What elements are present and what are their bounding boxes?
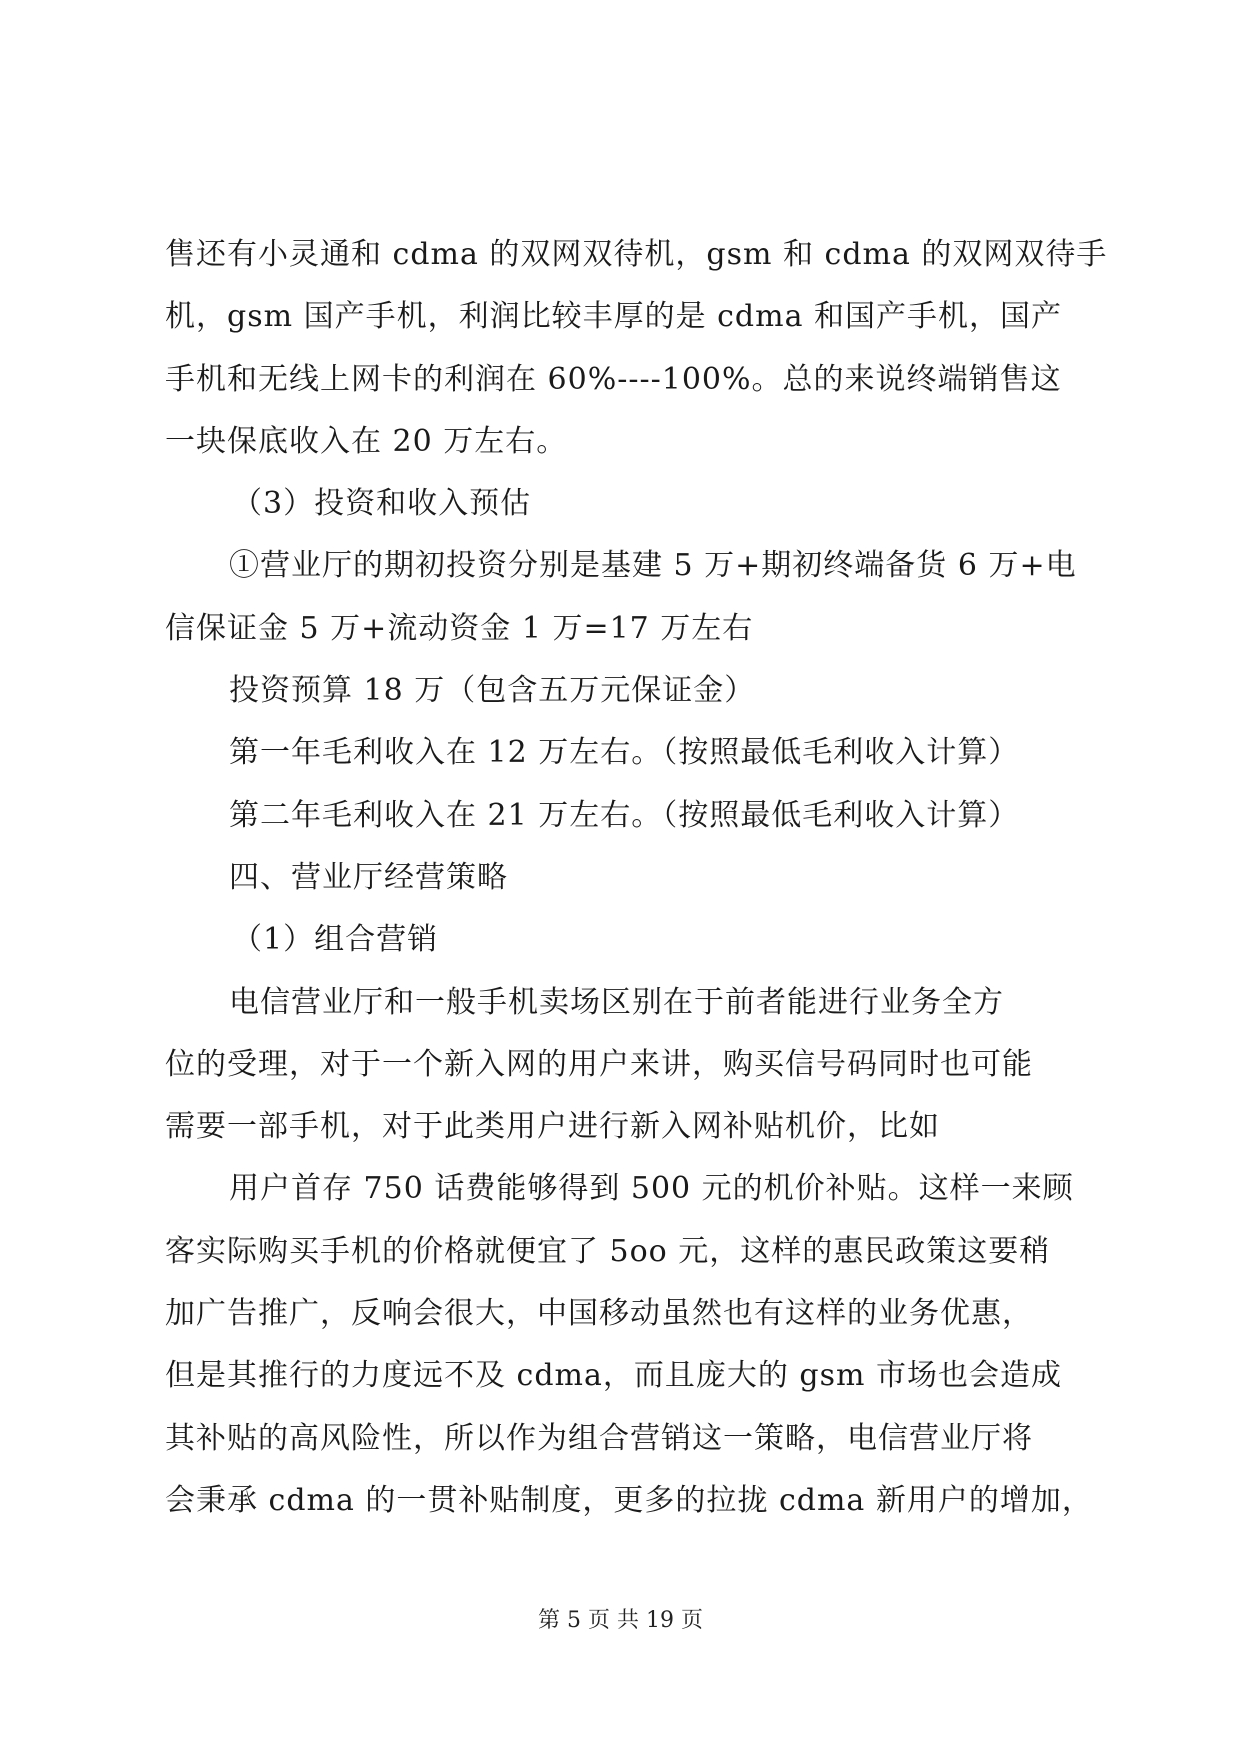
paragraph-line: 用户首存 750 话费能够得到 500 元的机价补贴。这样一来顾	[229, 1171, 1074, 1207]
paragraph-line: 机，gsm 国产手机，利润比较丰厚的是 cdma 和国产手机，国产	[165, 299, 1062, 335]
paragraph-line: 但是其推行的力度远不及 cdma，而且庞大的 gsm 市场也会造成	[165, 1358, 1062, 1394]
paragraph-line: ①营业厅的期初投资分别是基建 5 万+期初终端备货 6 万+电	[229, 548, 1077, 584]
paragraph-line: 投资预算 18 万（包含五万元保证金）	[229, 673, 756, 709]
paragraph-line: 位的受理，对于一个新入网的用户来讲，购买信号码同时也可能	[165, 1046, 1033, 1082]
paragraph-line: 第一年毛利收入在 12 万左右。（按照最低毛利收入计算）	[229, 735, 1020, 771]
paragraph-line: 手机和无线上网卡的利润在 60%----100%。总的来说终端销售这	[165, 361, 1062, 397]
paragraph-line: 客实际购买手机的价格就便宜了 5oo 元，这样的惠民政策这要稍	[165, 1233, 1051, 1269]
document-body	[165, 224, 1108, 1532]
paragraph-line: 一块保底收入在 20 万左右。	[165, 423, 568, 459]
paragraph-line: 需要一部手机，对于此类用户进行新入网补贴机价，比如	[165, 1109, 940, 1145]
paragraph-line: 第二年毛利收入在 21 万左右。（按照最低毛利收入计算）	[229, 797, 1020, 833]
paragraph-line: 信保证金 5 万+流动资金 1 万=17 万左右	[165, 610, 754, 646]
section-heading-strategy: 四、营业厅经营策略	[229, 859, 508, 895]
paragraph-line: 会秉承 cdma 的一贯补贴制度，更多的拉拢 cdma 新用户的增加，	[165, 1482, 1093, 1518]
paragraph-line: 电信营业厅和一般手机卖场区别在于前者能进行业务全方	[229, 984, 1004, 1020]
section-heading-combined-marketing: （1）组合营销	[232, 922, 439, 958]
paragraph-line: 加广告推广，反响会很大，中国移动虽然也有这样的业务优惠，	[165, 1296, 1033, 1332]
page-number-footer: 第 5 页 共 19 页	[538, 1608, 703, 1633]
section-heading-investment: （3）投资和收入预估	[232, 486, 532, 522]
paragraph-line: 其补贴的高风险性，所以作为组合营销这一策略，电信营业厅将	[165, 1420, 1033, 1456]
paragraph-line: 售还有小灵通和 cdma 的双网双待机，gsm 和 cdma 的双网双待手	[165, 237, 1108, 272]
